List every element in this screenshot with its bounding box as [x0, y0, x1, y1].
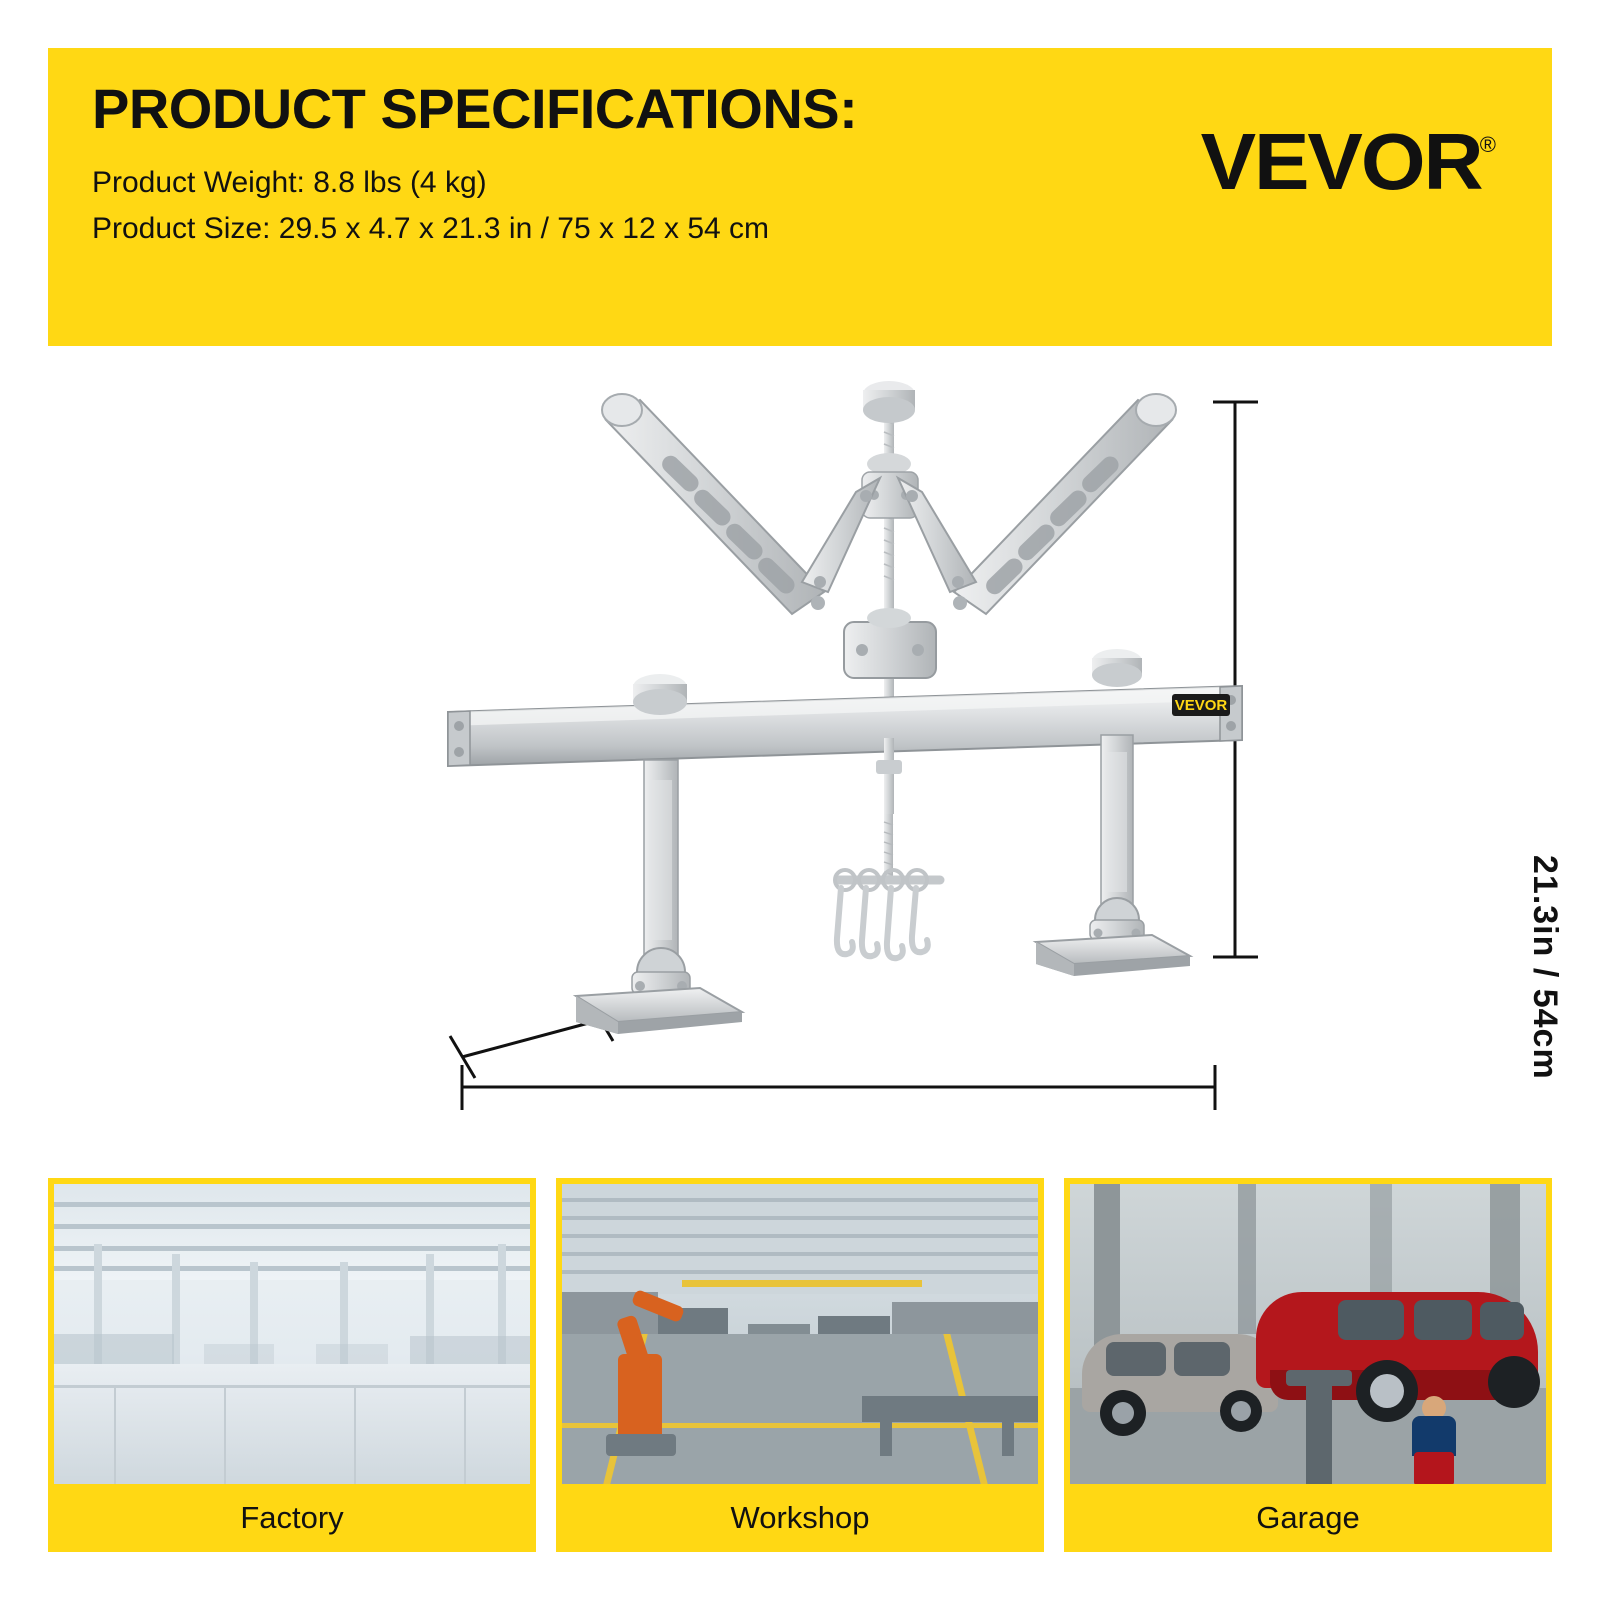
right-support-leg	[1036, 735, 1190, 976]
scene-caption-workshop: Workshop	[730, 1500, 870, 1535]
brand-logo	[1200, 117, 1496, 206]
lower-pivot-hub	[844, 608, 936, 678]
scene-caption-factory: Factory	[240, 1500, 344, 1535]
application-scenes	[48, 1178, 1552, 1552]
left-support-leg	[576, 760, 742, 1034]
right-beam-knob	[1092, 649, 1142, 687]
top-adjustment-knob	[863, 381, 915, 423]
left-beam-knob	[633, 674, 687, 715]
spec-weight: Product Weight: 8.8 lbs (4 kg)	[92, 165, 487, 199]
spec-size: Product Size: 29.5 x 4.7 x 21.3 in / 75 x 12 x 54 cm	[92, 212, 770, 246]
scene-card-factory	[48, 1178, 536, 1552]
scene-card-garage	[1064, 1178, 1552, 1552]
factory-photo	[54, 1184, 530, 1484]
workshop-photo	[562, 1184, 1038, 1484]
brand-name: VEVOR	[1200, 117, 1482, 206]
scene-card-workshop	[556, 1178, 1044, 1552]
hook-cluster	[835, 870, 940, 958]
left-upper-arm	[602, 394, 825, 614]
product-drawing	[0, 360, 1600, 1160]
scene-caption-garage: Garage	[1256, 1500, 1360, 1535]
page-title: PRODUCT SPECIFICATIONS:	[92, 77, 858, 140]
header-banner	[48, 48, 1552, 346]
product-illustration	[0, 360, 1600, 1160]
right-upper-arm	[953, 394, 1176, 614]
registered-trademark-icon: ®	[1479, 132, 1496, 157]
center-pull-rod	[876, 738, 902, 880]
left-inner-link	[802, 478, 880, 592]
dimension-height-label: 21.3in / 54cm	[1526, 855, 1564, 1080]
right-inner-link	[898, 478, 976, 592]
garage-photo	[1070, 1184, 1546, 1484]
beam-brand-label: VEVOR	[1174, 697, 1228, 714]
